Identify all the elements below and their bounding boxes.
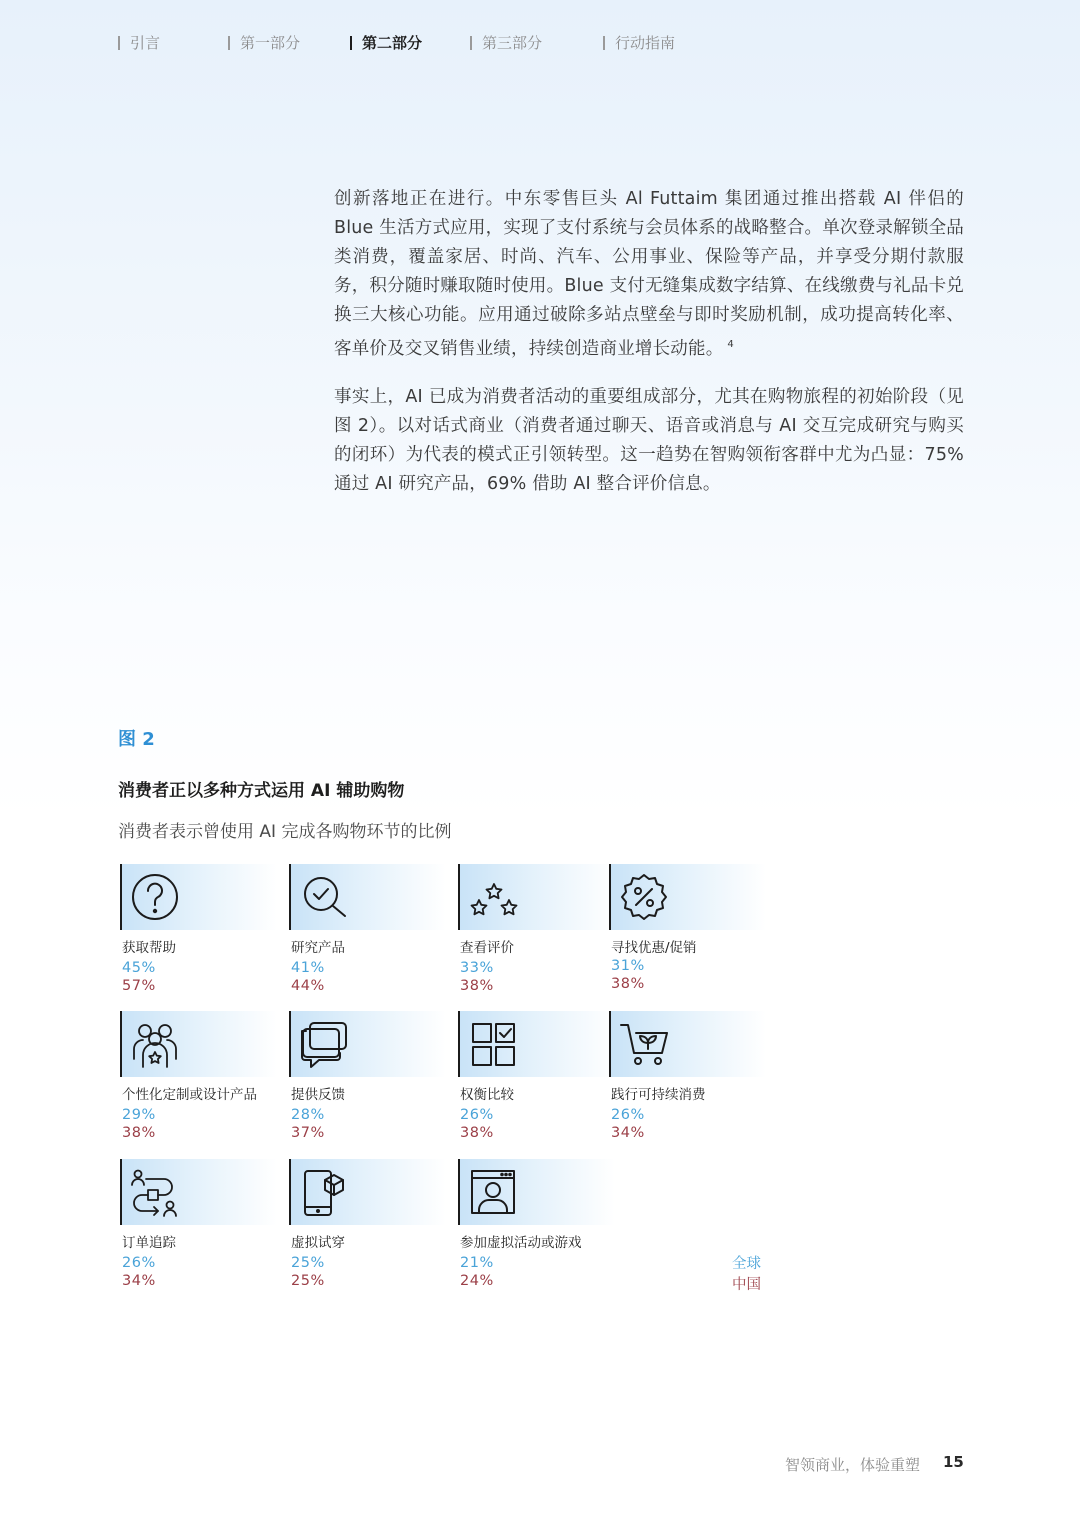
figure-label: 图 2: [118, 729, 155, 750]
figure-title: 消费者正以多种方式运用 AI 辅助购物: [118, 781, 405, 801]
tile-label: 参加虚拟活动或游戏: [460, 1235, 582, 1251]
tile-value-global: 28%: [291, 1107, 325, 1123]
tile-icon-box: [289, 864, 446, 930]
cart-leaf-icon: [617, 1017, 671, 1071]
tile-icon-box: [289, 1011, 446, 1077]
tile-value-china: 38%: [460, 978, 494, 994]
discount-badge-icon: [617, 870, 671, 924]
route-icon: [128, 1165, 182, 1219]
tile-value-china: 25%: [291, 1273, 325, 1289]
tile-icon-box: [458, 1011, 615, 1077]
nav-item-part3[interactable]: 第三部分: [470, 34, 542, 52]
body-paragraph-2: 事实上，AI 已成为消费者活动的重要组成部分，尤其在购物旅程的初始阶段（见图 2）。以对话式商业（消费者通过聊天、语音或消息与 AI 交互完成研究与购买的闭环）为代表的模式正引领转型。这一趋势在智购领衔客群中尤为凸显：75% 通过 AI 研究产品，69% 借助 AI 整合评价信息。: [334, 387, 964, 494]
nav-item-intro[interactable]: 引言: [118, 34, 160, 52]
tile-value-china: 37%: [291, 1125, 325, 1141]
grid-check-icon: [466, 1017, 520, 1071]
phone-cube-icon: [297, 1165, 351, 1219]
tile-value-global: 26%: [460, 1107, 494, 1123]
tile-value-global: 45%: [122, 960, 156, 976]
tile-value-china: 57%: [122, 978, 156, 994]
tile-value-global: 29%: [122, 1107, 156, 1123]
question-icon: [128, 870, 182, 924]
tile-icon-box: [458, 1159, 615, 1225]
footnote-ref: 4: [727, 339, 734, 350]
tile-label: 订单追踪: [122, 1235, 176, 1251]
tile-value-china: 38%: [122, 1125, 156, 1141]
tile-value-global: 31%: [611, 958, 645, 974]
tile-value-china: 34%: [122, 1273, 156, 1289]
tile-value-china: 34%: [611, 1125, 645, 1141]
legend-global: 全球: [732, 1256, 761, 1272]
chart-legend: [732, 1254, 761, 1296]
tile-value-global: 41%: [291, 960, 325, 976]
tile-icon-box: [289, 1159, 446, 1225]
tile-value-china: 44%: [291, 978, 325, 994]
tile-label: 践行可持续消费: [611, 1087, 706, 1103]
tile-value-global: 33%: [460, 960, 494, 976]
tile-icon-box: [120, 1011, 277, 1077]
figure-subtitle: 消费者表示曾使用 AI 完成各购物环节的比例: [118, 822, 452, 842]
nav-item-action-guide[interactable]: 行动指南: [603, 34, 675, 52]
chat-bubbles-icon: [297, 1017, 351, 1071]
nav-item-part2[interactable]: 第二部分: [350, 34, 422, 52]
tile-label: 获取帮助: [122, 940, 176, 956]
footer-title: 智领商业，体验重塑: [785, 1456, 921, 1474]
stars-icon: [466, 870, 520, 924]
tile-label: 寻找优惠/促销: [611, 940, 697, 956]
page-number: 15: [943, 1453, 964, 1471]
tile-value-china: 38%: [460, 1125, 494, 1141]
tile-icon-box: [458, 864, 615, 930]
tile-value-global: 25%: [291, 1255, 325, 1271]
tile-icon-box: [120, 864, 277, 930]
tile-icon-box: [609, 864, 766, 930]
people-star-icon: [128, 1017, 182, 1071]
tile-label: 个性化定制或设计产品: [122, 1087, 257, 1103]
legend-china: 中国: [732, 1277, 761, 1293]
tile-icon-box: [609, 1011, 766, 1077]
magnifier-check-icon: [297, 870, 351, 924]
nav-item-part1[interactable]: 第一部分: [228, 34, 300, 52]
tile-label: 研究产品: [291, 940, 345, 956]
tile-value-global: 26%: [611, 1107, 645, 1123]
tile-value-china: 38%: [611, 976, 645, 992]
tile-value-china: 24%: [460, 1273, 494, 1289]
tile-icon-box: [120, 1159, 277, 1225]
tile-label: 虚拟试穿: [291, 1235, 345, 1251]
paragraph-1-text: 创新落地正在进行。中东零售巨头 Al Futtaim 集团通过推出搭载 AI 伴侣的 Blue 生活方式应用，实现了支付系统与会员体系的战略整合。单次登录解锁全品类消费，覆盖家居、时尚、汽车、公用事业、保险等产品，并享受分期付款服务，积分随时赚取随时使用。Blue 支付无缝集成数字结算、在线缴费与礼品卡兑换三大核心功能。应用通过破除多站点壁垒与即时奖励机制，成功提高转化率、客单价及交叉销售业绩，持续创造商业增长动能。: [334, 189, 964, 359]
body-paragraph-1: [334, 185, 964, 364]
tile-label: 查看评价: [460, 940, 514, 956]
tile-label: 提供反馈: [291, 1087, 345, 1103]
tile-value-global: 26%: [122, 1255, 156, 1271]
tile-label: 权衡比较: [460, 1087, 514, 1103]
tile-value-global: 21%: [460, 1255, 494, 1271]
browser-person-icon: [466, 1165, 520, 1219]
